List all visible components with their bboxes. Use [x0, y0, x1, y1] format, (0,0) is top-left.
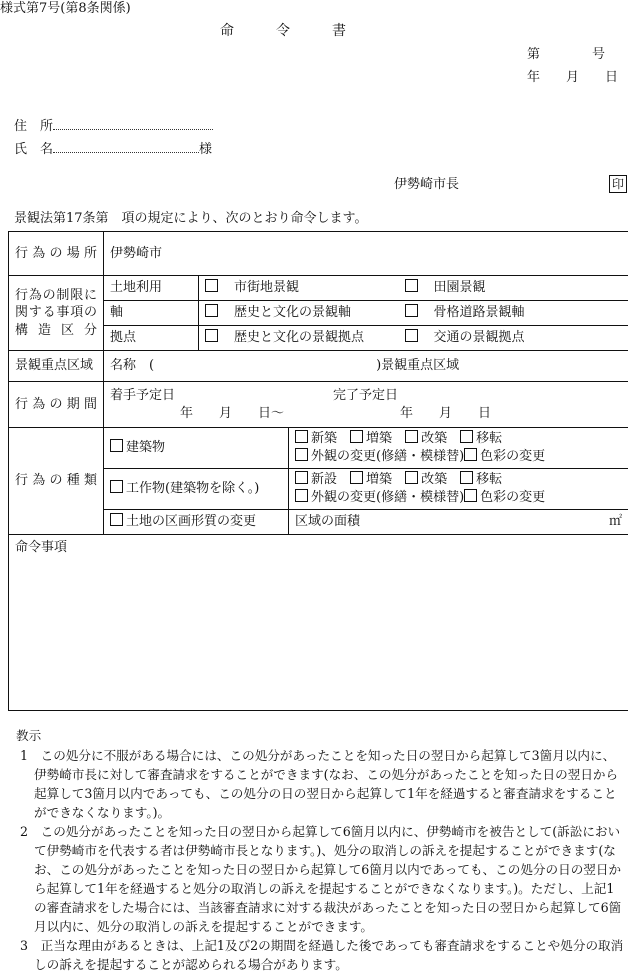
- note-item-2: 2 この処分があったことを知った日の翌日から起算して6箇月以内に、伊勢崎市を被告として(訴訟において伊勢崎市を代表する者は伊勢崎市長となります。)、処分の取消しの訴えを提起することができます(なお、この処分があったことを知った日の翌日から起算して6箇月以内であっても、この処分の日の翌日から起算して1年を経過すると処分の取消しの訴えを提起することができなくなります。)。ただし、上記1の審査請求をした場合には、当該審査請求に対する裁決があったことを知った日の翌日から起算して6箇月以内に、処分の取消しの訴えを提起することができます。: [16, 822, 626, 936]
- place-row: [9, 232, 628, 276]
- place-value: 伊勢崎市: [104, 232, 628, 276]
- end-label: 完了予定日: [333, 388, 398, 403]
- checkbox[interactable]: [405, 304, 418, 317]
- issuer-name: 伊勢崎市長: [394, 176, 459, 194]
- address-field[interactable]: [53, 117, 213, 130]
- checkbox[interactable]: [110, 513, 123, 526]
- place-label: 行為の場所: [9, 232, 104, 276]
- checkbox[interactable]: [405, 329, 418, 342]
- restriction-category: 土地利用: [104, 276, 199, 301]
- building-options: 新築 増築 改築 移転 外観の変更(修繕・模様替) 色彩の変更: [289, 428, 628, 469]
- seal-mark: 印: [609, 175, 627, 193]
- address-label: 住 所: [14, 119, 53, 134]
- restriction-category: 拠点: [104, 326, 199, 351]
- type-building[interactable]: 建築物: [104, 428, 289, 469]
- type-label: 行為の種類: [9, 428, 104, 535]
- structure-options: 新設 増築 改築 移転 外観の変更(修繕・模様替) 色彩の変更: [289, 469, 628, 510]
- restriction-row-1: [9, 276, 628, 301]
- checkbox[interactable]: [205, 279, 218, 292]
- land-area[interactable]: [289, 510, 628, 535]
- restriction-option[interactable]: 交通の景観拠点: [399, 326, 628, 351]
- type-structure[interactable]: 工作物(建築物を除く。): [104, 469, 289, 510]
- checkbox[interactable]: [205, 304, 218, 317]
- checkbox[interactable]: [405, 279, 418, 292]
- form-number: 様式第7号(第8条関係): [0, 0, 131, 18]
- order-items-label: 命令事項: [15, 540, 67, 555]
- district-row: [9, 351, 628, 382]
- order-items-area[interactable]: [9, 535, 628, 711]
- district-value[interactable]: 名称 ( )景観重点区域: [104, 351, 628, 382]
- name-label: 氏 名: [14, 142, 53, 157]
- restriction-option[interactable]: 歴史と文化の景観拠点: [199, 326, 399, 351]
- name-field[interactable]: [53, 140, 199, 153]
- document-number: 第 号: [527, 46, 605, 64]
- intro-text: 景観法第17条第 項の規定により、次のとおり命令します。: [14, 210, 368, 228]
- document-date: 年 月 日: [527, 69, 618, 87]
- restriction-option[interactable]: 歴史と文化の景観軸: [199, 301, 399, 326]
- checkbox[interactable]: [205, 329, 218, 342]
- document-title: 命 令 書: [220, 22, 346, 41]
- order-table: [8, 231, 628, 711]
- area-label: 区域の面積: [295, 514, 360, 529]
- note-item-3: 3 正当な理由があるときは、上記1及び2の期間を経過した後であっても審査請求をすることや処分の取消しの訴えを提起することが認められる場合があります。: [16, 936, 626, 974]
- note-item-1: 1 この処分に不服がある場合には、この処分があったことを知った日の翌日から起算して3箇月以内に、伊勢崎市長に対して審査請求をすることができます(なお、この処分があったことを知った日の翌日から起算して3箇月以内であっても、この処分の日の翌日から起算して1年を経過すると審査請求をすることができなくなります。)。: [16, 746, 626, 822]
- restriction-label: 行為の制限に 関する事項の 構造区分: [9, 276, 104, 351]
- area-unit: ㎡: [609, 513, 622, 531]
- checkbox[interactable]: [110, 480, 123, 493]
- type-row-building: [9, 428, 628, 469]
- period-value[interactable]: [104, 382, 628, 428]
- restriction-option[interactable]: 市街地景観: [199, 276, 399, 301]
- notes-section: [16, 726, 626, 974]
- notes-heading: 教示: [16, 726, 626, 745]
- restriction-option[interactable]: 骨格道路景観軸: [399, 301, 628, 326]
- district-label: 景観重点区域: [9, 351, 104, 382]
- period-label: 行為の期間: [9, 382, 104, 428]
- order-items-row: [9, 535, 628, 711]
- start-label: 着手予定日: [110, 388, 175, 403]
- period-row: [9, 382, 628, 428]
- restriction-category: 軸: [104, 301, 199, 326]
- type-land[interactable]: 土地の区画形質の変更: [104, 510, 289, 535]
- honorific: 様: [199, 142, 212, 157]
- address-row: [14, 117, 213, 136]
- checkbox[interactable]: [110, 439, 123, 452]
- end-date: 年 月 日: [400, 406, 491, 421]
- restriction-option[interactable]: 田園景観: [399, 276, 628, 301]
- start-date: 年 月 日～: [180, 406, 284, 421]
- name-row: [14, 140, 212, 159]
